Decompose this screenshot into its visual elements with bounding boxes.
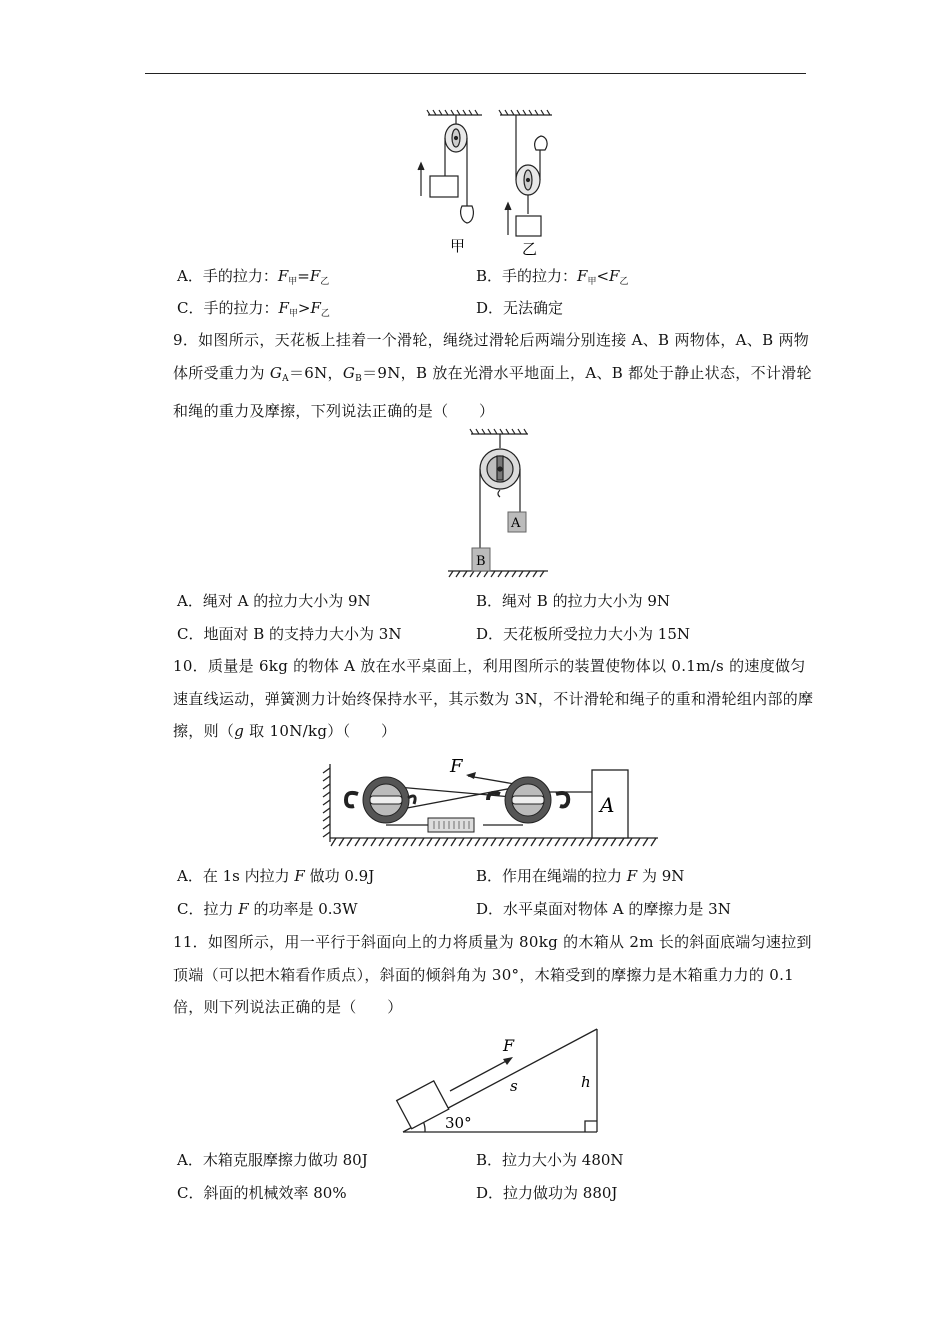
q10-option-b[interactable]: B．作用在绳端的拉力 F 为 9N: [476, 867, 685, 885]
q9-label-a: A: [511, 516, 521, 531]
q11-option-c[interactable]: C．斜面的机械效率 80%: [177, 1184, 347, 1202]
q8-option-b[interactable]: B．手的拉力：$F_甲<F_乙$: [476, 267, 629, 287]
q11-label-f: F: [503, 1036, 515, 1055]
q9-option-d[interactable]: D．天花板所受拉力大小为 15N: [476, 625, 691, 643]
q8-option-c[interactable]: C．手的拉力：$F_甲>F_乙$: [177, 299, 330, 319]
q11-option-b[interactable]: B．拉力大小为 480N: [476, 1151, 624, 1169]
q10-label-f: F: [450, 756, 463, 777]
q10-label-a: A: [600, 793, 615, 817]
q9-option-b[interactable]: B．绳对 B 的拉力大小为 9N: [476, 592, 671, 610]
q11-incline-figure: [385, 1025, 605, 1137]
header-rule: [145, 73, 806, 74]
q8-label-jia: 甲: [450, 237, 466, 255]
q10-option-a[interactable]: A．在 1s 内拉力 F 做功 0.9J: [177, 867, 375, 885]
q11-option-a[interactable]: A．木箱克服摩擦力做功 80J: [177, 1151, 368, 1169]
q8-option-a[interactable]: A．手的拉力：$F_甲=F_乙$: [177, 267, 330, 287]
q9-stem: 9．如图所示，天花板上挂着一个滑轮，绳绕过滑轮后两端分别连接 A、B 两物体，A、B 两物体所受重力为 $G_A=6N$，$G_B=9N$，B 放在光滑水平地面上，A、B 都处于静止状态，不计滑轮和绳的重力及摩擦，下列说法正确的是（ ）: [173, 331, 812, 420]
q10-stem: 10．质量是 6kg 的物体 A 放在水平桌面上，利用图所示的装置使物体以 0.1m/s 的速度做匀速直线运动，弹簧测力计始终保持水平，其示数为 3N，不计滑轮和绳子的重和滑轮组内部的摩擦，则（g 取 10N/kg）（ ）: [173, 657, 814, 740]
q10-option-d[interactable]: D．水平桌面对物体 A 的摩擦力是 3N: [476, 900, 731, 918]
q11-option-d[interactable]: D．拉力做功为 880J: [476, 1184, 618, 1202]
q9-option-a[interactable]: A．绳对 A 的拉力大小为 9N: [177, 592, 371, 610]
q9-option-c[interactable]: C．地面对 B 的支持力大小为 3N: [177, 625, 402, 643]
q10-pulley-figure: [318, 750, 663, 855]
q11-label-angle: 30°: [445, 1114, 472, 1132]
q11-label-h: h: [581, 1073, 591, 1091]
q11-stem: 11．如图所示，用一平行于斜面向上的力将质量为 80kg 的木箱从 2m 长的斜面底端匀速拉到顶端（可以把木箱看作质点），斜面的倾斜角为 30°，木箱受到的摩擦力是木箱重力力的 0.1 倍，则下列说法正确的是（ ）: [173, 933, 812, 1016]
q11-label-s: s: [510, 1077, 518, 1095]
q8-option-d[interactable]: D．无法确定: [476, 299, 564, 317]
q9-pulley-figure: [448, 428, 548, 578]
q9-label-b: B: [476, 554, 486, 569]
q8-pulley-figure: [410, 108, 560, 258]
q8-label-yi: 乙: [522, 240, 538, 258]
q10-option-c[interactable]: C．拉力 F 的功率是 0.3W: [177, 900, 358, 918]
